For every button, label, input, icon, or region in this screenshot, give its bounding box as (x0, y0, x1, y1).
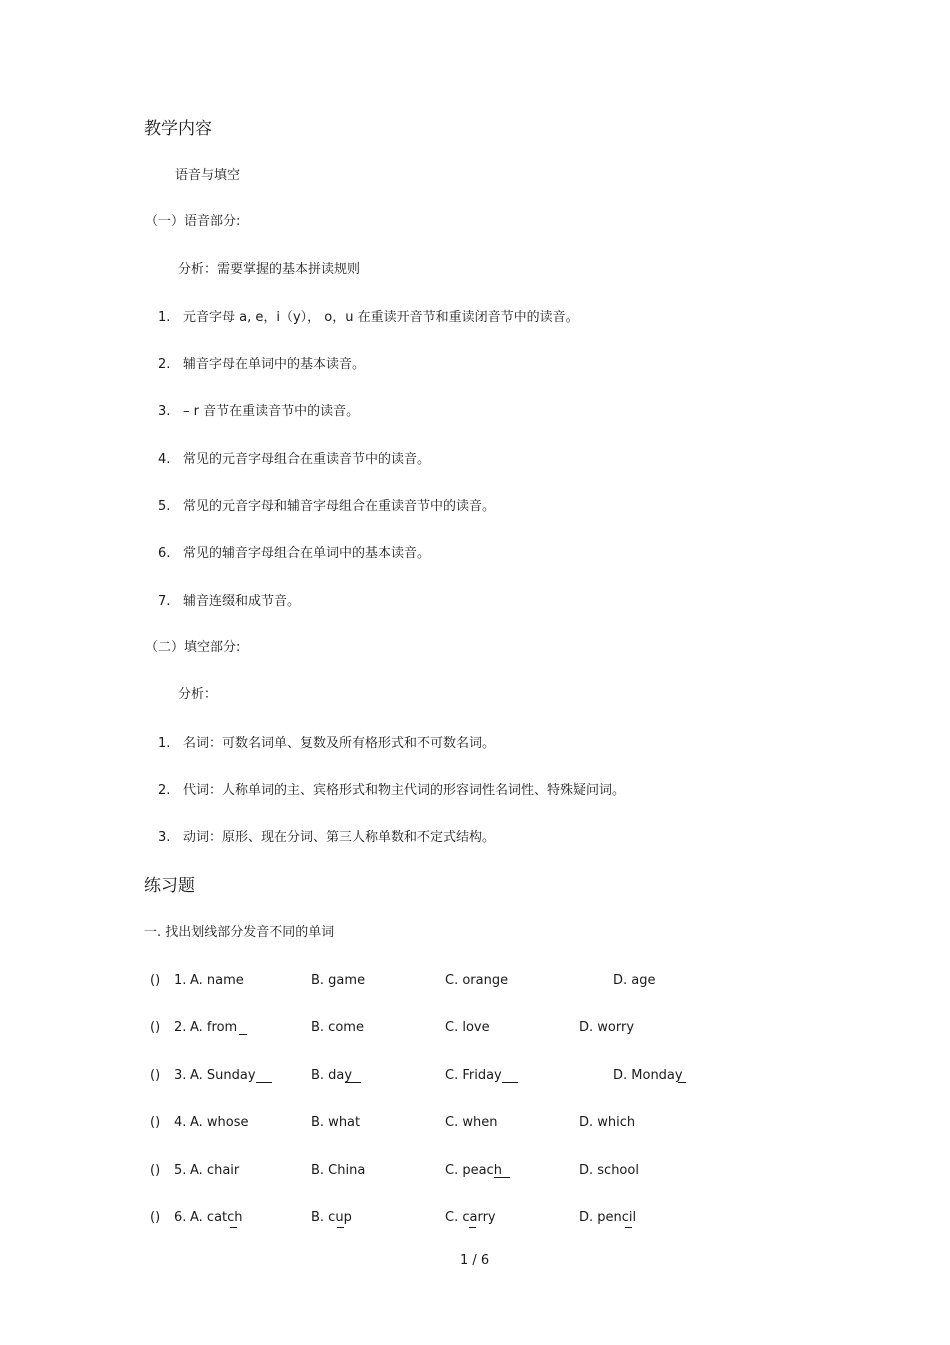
option-b: B. day (311, 1068, 353, 1083)
option-b: B. come (311, 1020, 364, 1035)
option-d: D. age (613, 973, 656, 988)
question-number: 5. (174, 1163, 187, 1178)
section2-title: （二）填空部分: (145, 640, 241, 655)
list-item: 代词：人称单词的主、宾格形式和物主代词的形容词性名词性、特殊疑问词。 (183, 783, 626, 798)
list-item-num: 1. (158, 736, 171, 751)
option-d: D. Monday (613, 1068, 683, 1083)
list-item: 常见的元音字母组合在重读音节中的读音。 (183, 452, 431, 467)
question-number: 3. (174, 1068, 187, 1083)
list-item-num: 3. (158, 830, 171, 845)
underline-blank (502, 1071, 518, 1083)
option-a: A. whose (190, 1115, 249, 1130)
question-number: 4. (174, 1115, 187, 1130)
option-a: A. catch (190, 1210, 243, 1225)
option-c: C. peach (445, 1163, 502, 1178)
option-d: D. which (579, 1115, 636, 1130)
option-a: A. from (190, 1020, 238, 1035)
list-item: 辅音字母在单词中的基本读音。 (183, 357, 366, 372)
underline-mark (230, 1227, 237, 1228)
option-b: B. China (311, 1163, 366, 1178)
option-c: C. orange (445, 973, 509, 988)
underline-mark (469, 1227, 476, 1228)
list-item-num: 6. (158, 546, 171, 561)
question-number: 6. (174, 1210, 187, 1225)
list-item: 动词：原形、现在分词、第三人称单数和不定式结构。 (183, 830, 496, 845)
underline-mark (337, 1227, 344, 1228)
subheading: 语音与填空 (175, 168, 241, 183)
underline-blank (256, 1071, 272, 1083)
option-c: C. Friday (445, 1068, 502, 1083)
answer-bracket: () (150, 1020, 161, 1035)
option-a: A. name (190, 973, 244, 988)
list-item: 名词：可数名词单、复数及所有格形式和不可数名词。 (183, 736, 496, 751)
page-number: 1 / 6 (460, 1253, 490, 1268)
underline-blank (239, 1023, 247, 1035)
option-a: A. Sunday (190, 1068, 256, 1083)
list-item: – r 音节在重读音节中的读音。 (183, 404, 360, 419)
option-d: D. worry (579, 1020, 635, 1035)
underline-blank (494, 1166, 510, 1178)
section1-analysis: 分析：需要掌握的基本拼读规则 (178, 262, 361, 277)
section1-title: （一）语音部分: (145, 214, 241, 229)
list-item-num: 3. (158, 404, 171, 419)
option-c: C. when (445, 1115, 498, 1130)
question-number: 2. (174, 1020, 187, 1035)
option-a: A. chair (190, 1163, 240, 1178)
section2-analysis: 分析： (178, 687, 218, 702)
option-d: D. school (579, 1163, 639, 1178)
list-item: 元音字母 a, e，i（y）， o，u 在重读开音节和重读闭音节中的读音。 (183, 310, 579, 325)
answer-bracket: () (150, 1163, 161, 1178)
exercises-heading: 练习题 (144, 876, 195, 896)
option-b: B. cup (311, 1210, 352, 1225)
option-c: C. love (445, 1020, 490, 1035)
option-b: B. what (311, 1115, 361, 1130)
underline-blank (345, 1071, 361, 1083)
list-item-num: 4. (158, 452, 171, 467)
answer-bracket: () (150, 1210, 161, 1225)
option-c: C. carry (445, 1210, 496, 1225)
exercise1-title: 一. 找出划线部分发音不同的单词 (144, 925, 335, 940)
list-item-num: 2. (158, 357, 171, 372)
answer-bracket: () (150, 1068, 161, 1083)
list-item-num: 2. (158, 783, 171, 798)
list-item-num: 5. (158, 499, 171, 514)
list-item-num: 7. (158, 594, 171, 609)
list-item: 辅音连缀和成节音。 (183, 594, 301, 609)
option-d: D. pencil (579, 1210, 637, 1225)
page-title: 教学内容 (144, 119, 212, 139)
answer-bracket: () (150, 973, 161, 988)
answer-bracket: () (150, 1115, 161, 1130)
list-item: 常见的辅音字母组合在单词中的基本读音。 (183, 546, 431, 561)
underline-blank (678, 1071, 686, 1083)
underline-mark (625, 1227, 632, 1228)
list-item: 常见的元音字母和辅音字母组合在重读音节中的读音。 (183, 499, 496, 514)
option-b: B. game (311, 973, 366, 988)
list-item-num: 1. (158, 310, 171, 325)
question-number: 1. (174, 973, 187, 988)
